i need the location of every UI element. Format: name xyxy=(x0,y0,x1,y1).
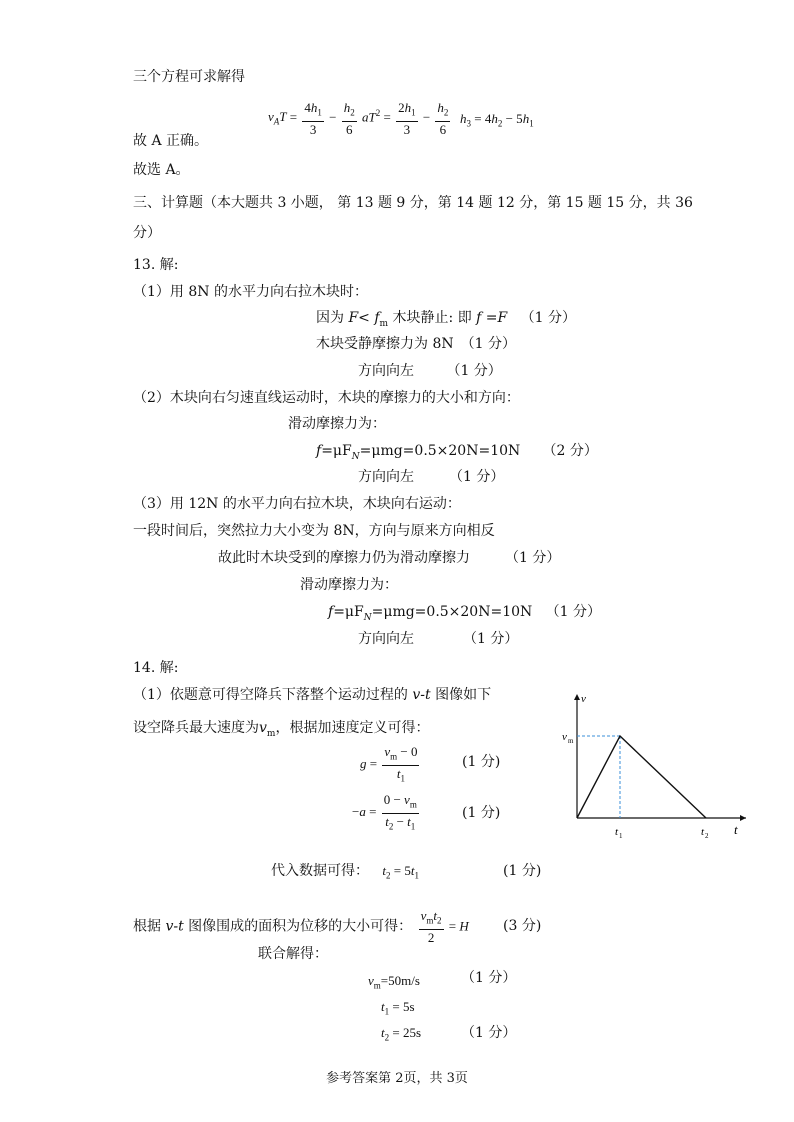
t1-label: t xyxy=(615,826,619,838)
t-axis-label: t xyxy=(734,822,738,837)
section-heading: 三、计算题（本大题共 3 小题， 第 13 题 9 分，第 14 题 12 分，第 15 题 15 分，共 36 xyxy=(133,195,693,211)
text-line: 滑动摩擦力为： xyxy=(288,416,386,432)
text-line: 设空降兵最大速度为$v_m$，根据加速度定义可得： xyxy=(133,720,430,739)
text-line: 分） xyxy=(133,225,161,241)
t-axis-arrow xyxy=(740,815,746,821)
page-footer: 参考答案第 2页，共 3页 xyxy=(326,1071,468,1086)
equation-line: 代入数据可得： $t_2 = 5t_1$ xyxy=(271,863,419,881)
score: (3 分) xyxy=(503,918,542,934)
equation-vAT: $v_AT$ = $\frac{4h_1}{3}$ − $\frac{h_2}{6}$ xyxy=(268,100,355,137)
text-line: 故选 A。 xyxy=(133,162,190,178)
text-line: 木块受静摩擦力为 8N （1 分） xyxy=(316,336,516,352)
equation-line: 因为 $F< f_m$ 木块静止: 即 f =F （1 分） xyxy=(316,310,576,329)
t1-label-sub: 1 xyxy=(619,832,623,840)
equation-line: $f=\mu F_N=\mu mg=0.5\times 20N=10N$ （1 分） xyxy=(328,604,601,623)
v-axis-label: v xyxy=(581,693,586,705)
equation-g: g = $\frac{v_m - 0}{t_1}$ xyxy=(360,744,418,784)
equation-aT2: $aT^2$ = $\frac{2h_1}{3}$ − $\frac{h_2}{6}$ xyxy=(362,100,449,137)
text-line: 滑动摩擦力为： xyxy=(300,577,398,593)
equation-a: −a = $\frac{0 - v_m}{t_2 - t_1}$ xyxy=(352,792,417,832)
vt-graph xyxy=(560,690,750,840)
equation-line: $f=\mu F_N=\mu mg=0.5\times 20N=10N$ （2 分） xyxy=(316,443,598,462)
text-line: （3）用 12N 的水平力向右拉木块，木块向右运动： xyxy=(133,496,461,512)
score: (1 分) xyxy=(462,805,501,821)
equation-h3: $h_3 = 4h_2 - 5h_1$ xyxy=(460,111,534,129)
answer-t2: $t_2 = 25s$ xyxy=(381,1025,422,1043)
score: （1 分） xyxy=(461,1025,517,1041)
vt-curve xyxy=(577,736,706,818)
vm-label: v xyxy=(562,731,567,743)
t2-label: t xyxy=(701,826,705,838)
question-number: 14. 解: xyxy=(133,660,179,676)
score: (1 分) xyxy=(462,754,501,770)
text-line: 三个方程可求解得 xyxy=(133,69,245,85)
v-axis-arrow xyxy=(574,694,580,700)
score: （1 分） xyxy=(461,970,517,986)
text-line: 联合解得： xyxy=(258,946,328,962)
score: (1 分) xyxy=(503,863,542,879)
answer-t1: $t_1 = 5s$ xyxy=(381,999,415,1017)
text-line: （1）依题意可得空降兵下落整个运动过程的 v-t 图像如下 xyxy=(133,687,492,703)
text-line: 一段时间后，突然拉力大小变为 8N，方向与原来方向相反 xyxy=(133,523,495,539)
question-number: 13. 解: xyxy=(133,257,179,273)
text-line: 故 A 正确。 xyxy=(133,133,209,149)
text-line: （1）用 8N 的水平力向右拉木块时： xyxy=(133,284,368,300)
text-line: 方向向左 （1 分） xyxy=(358,469,505,485)
t2-label-sub: 2 xyxy=(705,832,709,840)
vm-label-sub: m xyxy=(568,737,574,745)
text-line: （2）木块向右匀速直线运动时，木块的摩擦力的大小和方向： xyxy=(133,390,520,406)
text-line: 方向向左 （1 分） xyxy=(358,363,502,379)
text-line: 故此时木块受到的摩擦力仍为滑动摩擦力 （1 分） xyxy=(218,550,561,566)
text-line: 方向向左 （1 分） xyxy=(358,631,519,647)
equation-line: 根据 v-t 图像围成的面积为位移的大小可得： $\frac{v_mt_2}{2}$ = H xyxy=(133,908,469,945)
answer-vm: $v_m=50m/s$ xyxy=(368,973,420,991)
